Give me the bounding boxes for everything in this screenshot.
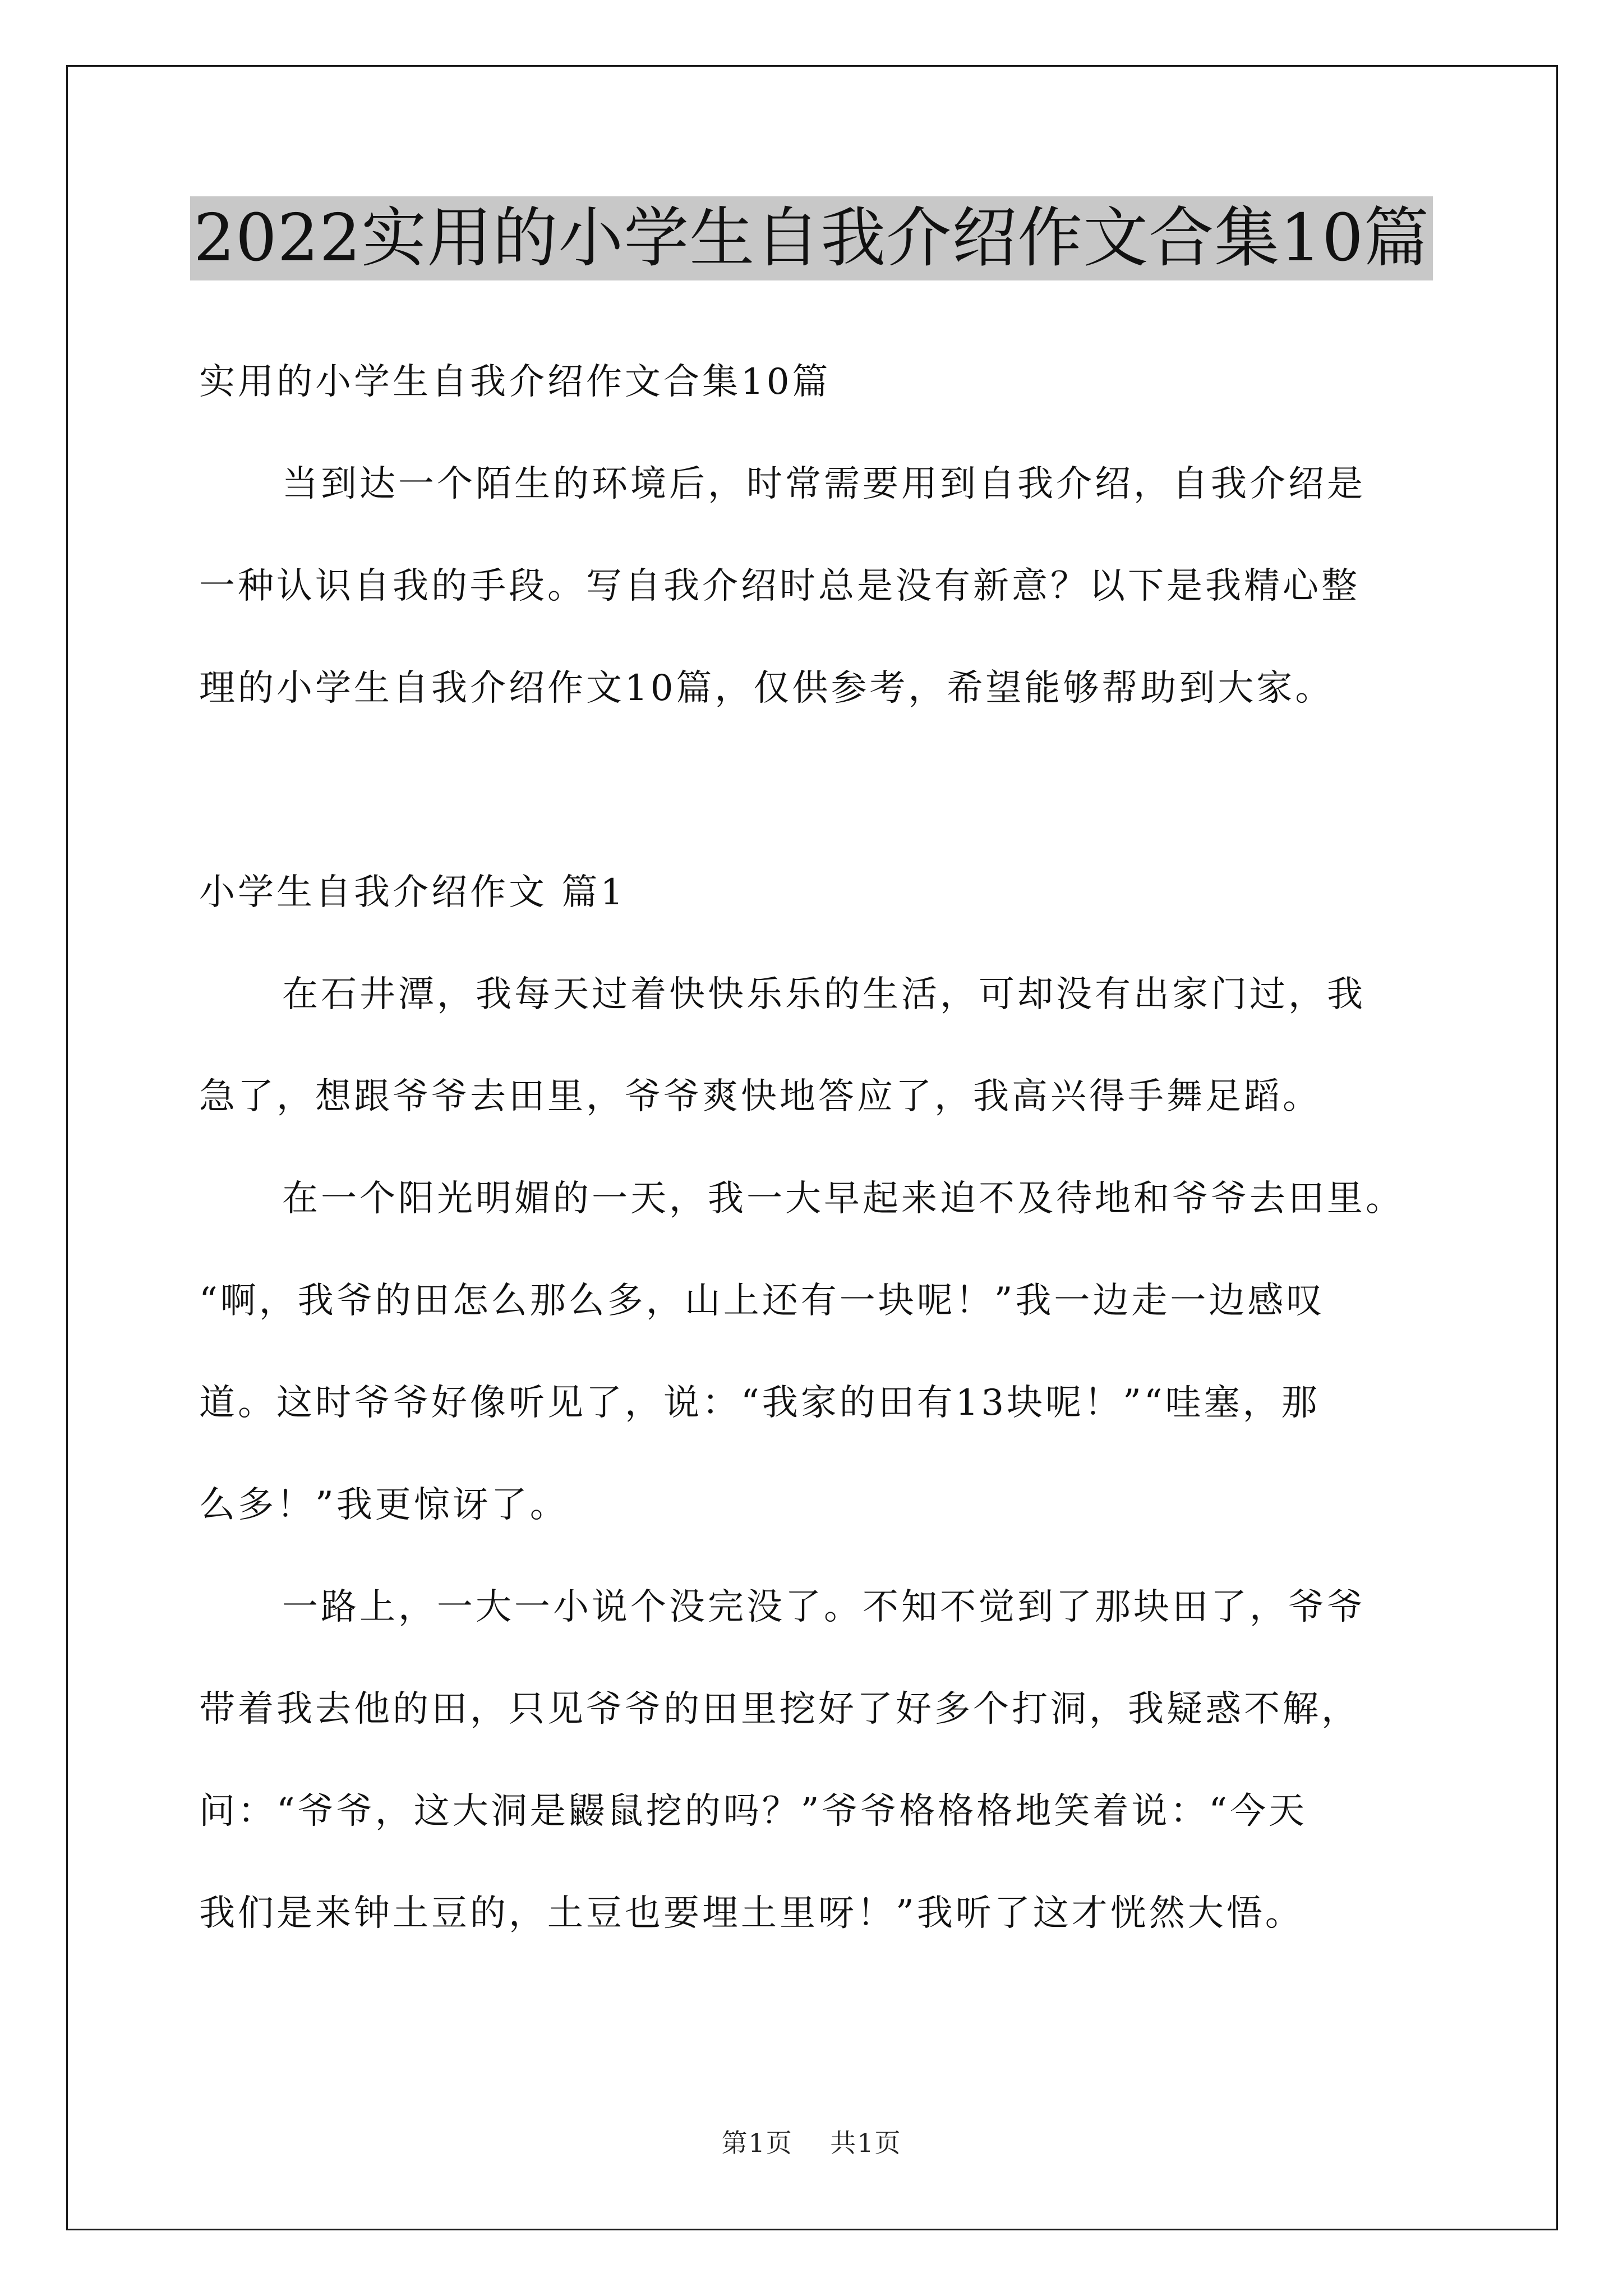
document-subtitle: 实用的小学生自我介绍作文合集10篇 bbox=[199, 361, 831, 403]
body-paragraph bbox=[199, 1556, 1450, 1964]
paragraph-line: “啊，我爷的田怎么那么多，山上还有一块呢！”我一边走一边感叹 bbox=[199, 1280, 1325, 1322]
page-number: 第1页 共1页 bbox=[721, 2128, 902, 2158]
section-spacer bbox=[199, 739, 1450, 841]
paragraph-line: 问：“爷爷，这大洞是鼹鼠挖的吗？”爷爷格格格地笑着说：“今天 bbox=[199, 1791, 1308, 1832]
paragraph-line: 带着我去他的田，只见爷爷的田里挖好了好多个打洞，我疑惑不解， bbox=[199, 1688, 1360, 1730]
document-body bbox=[199, 331, 1450, 1964]
paragraph-line: 一种认识自我的手段。写自我介绍时总是没有新意？以下是我精心整 bbox=[199, 565, 1360, 607]
document-title: 2022实用的小学生自我介绍作文合集10篇 bbox=[190, 196, 1433, 280]
paragraph-line: 急了，想跟爷爷去田里，爷爷爽快地答应了，我高兴得手舞足蹈。 bbox=[199, 1076, 1321, 1117]
paragraph-line: 理的小学生自我介绍作文10篇，仅供参考，希望能够帮助到大家。 bbox=[199, 668, 1334, 709]
paragraph-line: 么多！”我更惊讶了。 bbox=[199, 1484, 569, 1526]
paragraph-line: 一路上，一大一小说个没完没了。不知不觉到了那块田了，爷爷 bbox=[282, 1586, 1366, 1628]
paragraph-line: 我们是来钟土豆的，土豆也要埋土里呀！”我听了这才恍然大悟。 bbox=[199, 1893, 1304, 1934]
paragraph-line: 在石井潭，我每天过着快快乐乐的生活，可却没有出家门过，我 bbox=[282, 974, 1366, 1015]
paragraph-line: 当到达一个陌生的环境后，时常需要用到自我介绍，自我介绍是 bbox=[282, 463, 1366, 505]
body-paragraph bbox=[199, 1148, 1450, 1556]
intro-paragraph bbox=[199, 433, 1450, 739]
title-container bbox=[0, 196, 1623, 280]
paragraph-line: 在一个阳光明媚的一天，我一大早起来迫不及待地和爷爷去田里。 bbox=[282, 1178, 1404, 1220]
paragraph-line: 道。这时爷爷好像听见了，说：“我家的田有13块呢！”“哇塞，那 bbox=[199, 1382, 1320, 1424]
page-footer bbox=[0, 2126, 1623, 2160]
body-paragraph bbox=[199, 944, 1450, 1148]
section-heading: 小学生自我介绍作文 篇1 bbox=[199, 872, 626, 913]
